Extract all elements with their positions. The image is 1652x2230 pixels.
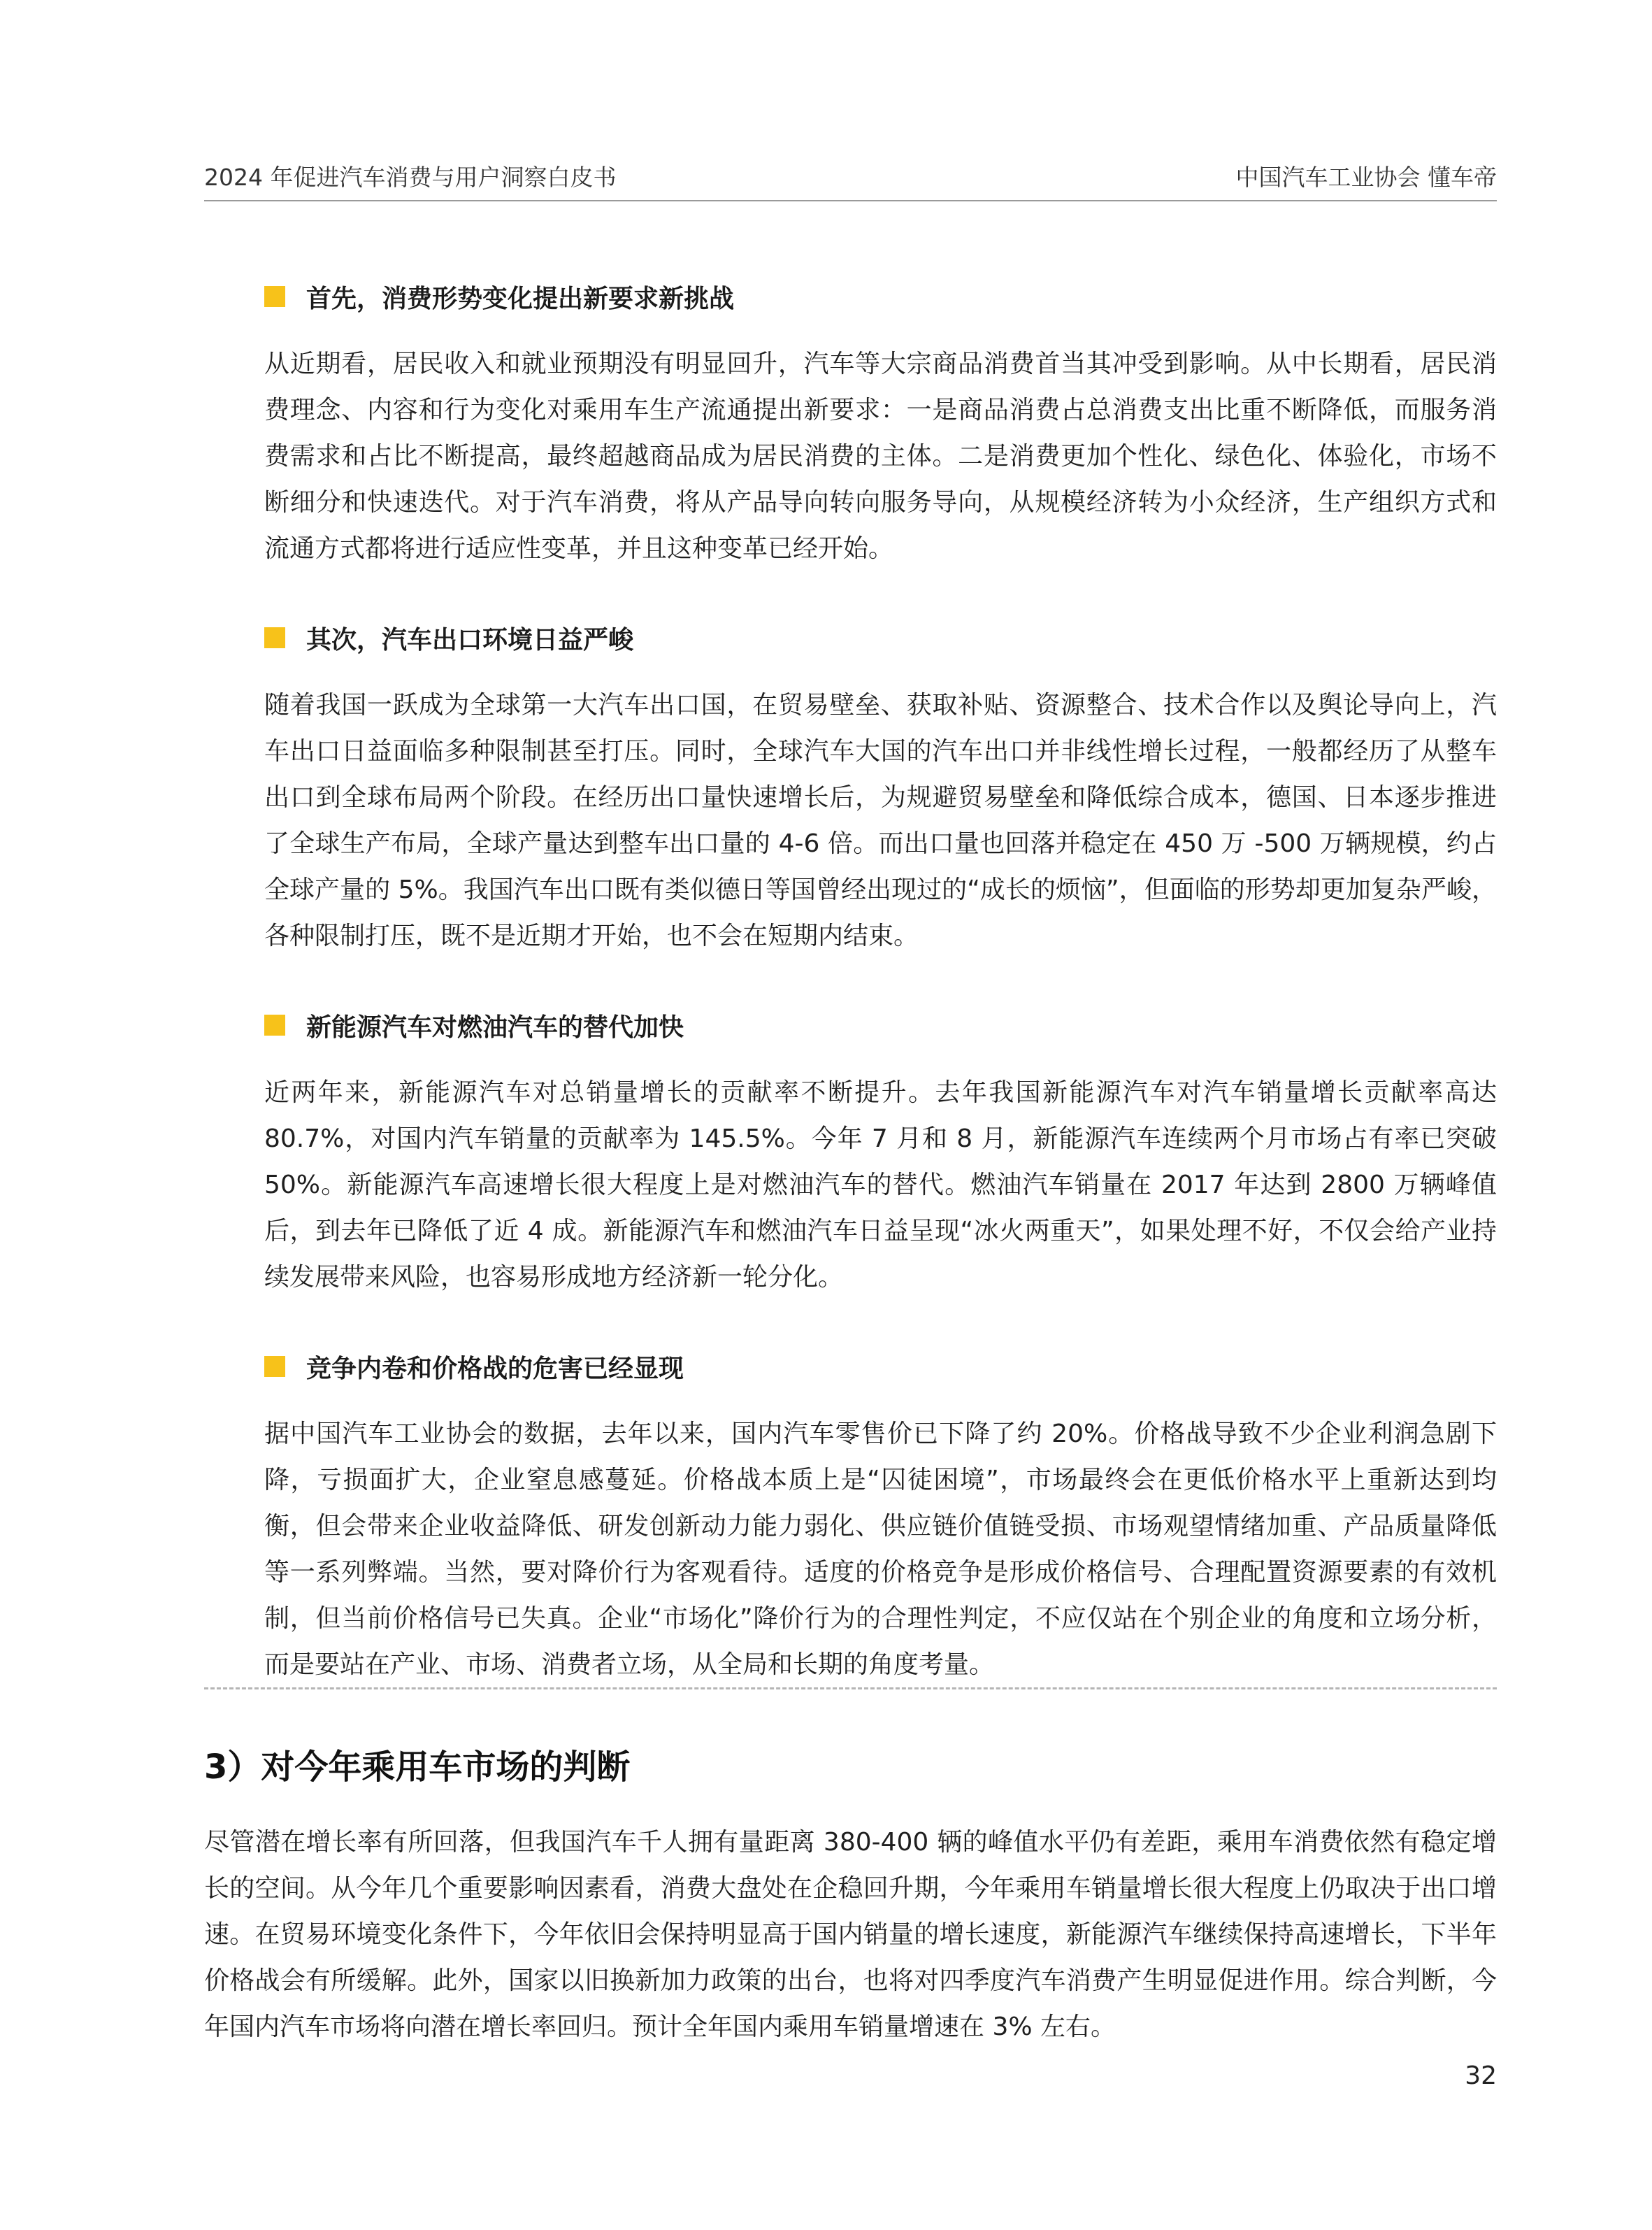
subsection-heading (264, 1338, 1497, 1394)
subsection-heading (264, 610, 1497, 666)
section-title: 3）对今年乘用车市场的判断 (204, 1747, 631, 1787)
page-number: 32 (1465, 2061, 1497, 2090)
content-area (264, 269, 1497, 1726)
section-paragraph: 尽管潜在增长率有所回落，但我国汽车千人拥有量距离 380-400 辆的峰值水平仍有差距，乘用车消费依然有稳定增长的空间。从今年几个重要影响因素看，消费大盘处在企稳回升期，今年乘用车销量增长很大程度上仍取决于出口增速。在贸易环境变化条件下，今年依旧会保持明显高于国内销量的增长速度，新能源汽车继续保持高速增长，下半年价格战会有所缓解。此外，国家以旧换新加力政策的出台，也将对四季度汽车消费产生明显促进作用。综合判断，今年国内汽车市场将向潜在增长率回归。预计全年国内乘用车销量增速在 3% 左右。 (204, 1828, 1497, 2041)
paragraph: 从近期看，居民收入和就业预期没有明显回升，汽车等大宗商品消费首当其冲受到影响。从中长期看，居民消费理念、内容和行为变化对乘用车生产流通提出新要求：一是商品消费占总消费支出比重不断降低，而服务消费需求和占比不断提高，最终超越商品成为居民消费的主体。二是消费更加个性化、绿色化、体验化，市场不断细分和快速迭代。对于汽车消费，将从产品导向转向服务导向，从规模经济转为小众经济，生产组织方式和流通方式都将进行适应性变革，并且这种变革已经开始。 (264, 350, 1497, 563)
square-bullet-icon (264, 1356, 285, 1377)
header-title: 2024 年促进汽车消费与用户洞察白皮书 (204, 164, 617, 191)
square-bullet-icon (264, 1015, 285, 1036)
header-rule (204, 200, 1497, 201)
subsection-title: 首先，消费形势变化提出新要求新挑战 (306, 284, 735, 313)
subsection-title: 其次，汽车出口环境日益严峻 (306, 625, 634, 655)
dashed-divider (204, 1687, 1497, 1689)
subsection-title: 新能源汽车对燃油汽车的替代加快 (306, 1013, 684, 1042)
paragraph: 近两年来，新能源汽车对总销量增长的贡献率不断提升。去年我国新能源汽车对汽车销量增长贡献率高达 80.7%，对国内汽车销量的贡献率为 145.5%。今年 7 月和 8 月，新能源汽车连续两个月市场占有率已突破 50%。新能源汽车高速增长很大程度上是对燃油汽车的替代。燃油汽车销量在 2017 年达到 2800 万辆峰值后，到去年已降低了近 4 成。新能源汽车和燃油汽车日益呈现“冰火两重天”，如果处理不好，不仅会给产业持续发展带来风险，也容易形成地方经济新一轮分化。 (264, 1078, 1497, 1292)
paragraph: 随着我国一跃成为全球第一大汽车出口国，在贸易壁垒、获取补贴、资源整合、技术合作以及舆论导向上，汽车出口日益面临多种限制甚至打压。同时，全球汽车大国的汽车出口并非线性增长过程，一般都经历了从整车出口到全球布局两个阶段。在经历出口量快速增长后，为规避贸易壁垒和降低综合成本，德国、日本逐步推进了全球生产布局，全球产量达到整车出口量的 4-6 倍。而出口量也回落并稳定在 450 万 -500 万辆规模，约占全球产量的 5%。我国汽车出口既有类似德日等国曾经出现过的“成长的烦恼”，但面临的形势却更加复杂严峻，各种限制打压，既不是近期才开始，也不会在短期内结束。 (264, 691, 1497, 950)
header-publisher: 中国汽车工业协会 懂车帝 (1235, 164, 1497, 191)
square-bullet-icon (264, 627, 285, 648)
subsection-heading (264, 269, 1497, 324)
subsection-title: 竞争内卷和价格战的危害已经显现 (306, 1354, 684, 1383)
square-bullet-icon (264, 286, 285, 307)
paragraph: 据中国汽车工业协会的数据，去年以来，国内汽车零售价已下降了约 20%。价格战导致不少企业利润急剧下降，亏损面扩大，企业窒息感蔓延。价格战本质上是“囚徒困境”，市场最终会在更低价格水平上重新达到均衡，但会带来企业收益降低、研发创新动力能力弱化、供应链价值链受损、市场观望情绪加重、产品质量降低等一系列弊端。当然，要对降价行为客观看待。适度的价格竞争是形成价格信号、合理配置资源要素的有效机制，但当前价格信号已失真。企业“市场化”降价行为的合理性判定，不应仅站在个别企业的角度和立场分析，而是要站在产业、市场、消费者立场，从全局和长期的角度考量。 (264, 1420, 1497, 1679)
subsection-heading (264, 997, 1497, 1053)
